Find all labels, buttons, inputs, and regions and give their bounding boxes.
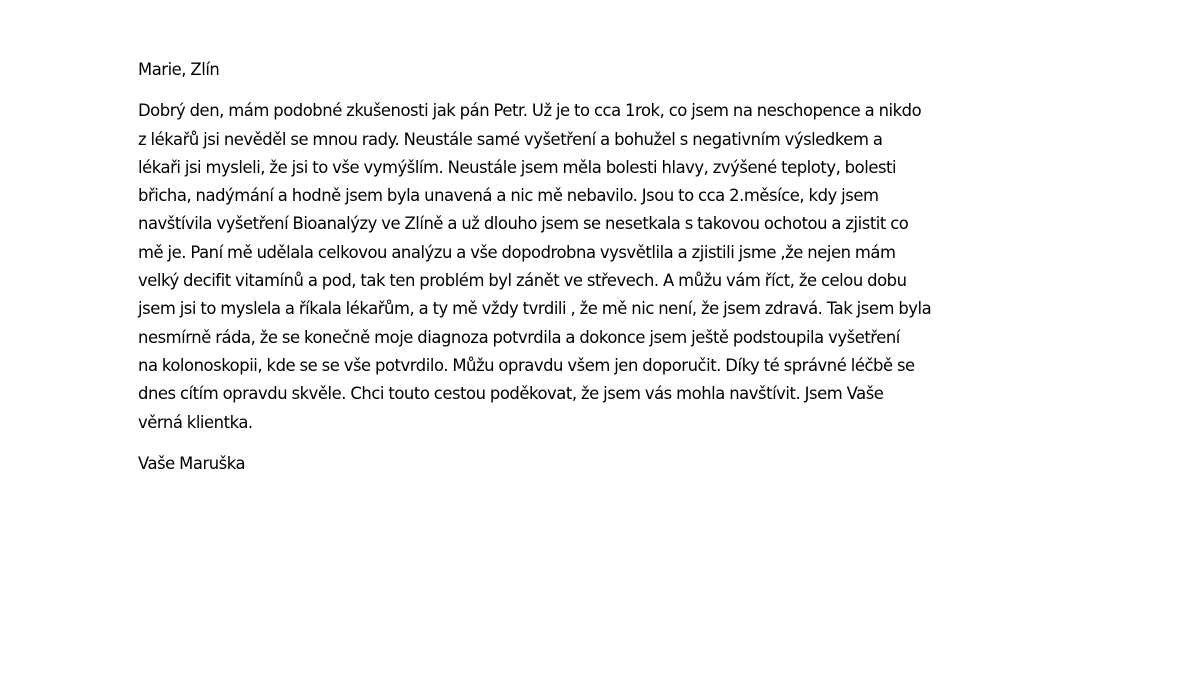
body-line: jsem jsi to myslela a říkala lékařům, a ty mě vždy tvrdili , že mě nic není, že jsem zdravá. Tak jsem byla: [138, 299, 932, 319]
body-line: dnes cítím opravdu skvěle. Chci touto cestou poděkovat, že jsem vás mohla navštívit. Jsem Vaše: [138, 384, 884, 404]
body-line: věrná klientka.: [138, 412, 253, 432]
body-line: nesmírně ráda, že se konečně moje diagnoza potvrdila a dokonce jsem ještě podstoupila vyšetření: [138, 327, 900, 347]
signature: Vaše Maruška: [138, 453, 246, 473]
body-line: na kolonoskopii, kde se se vše potvrdilo. Můžu opravdu všem jen doporučit. Díky té správné léčbě se: [138, 355, 915, 375]
body-line: velký decifit vitamínů a pod, tak ten problém byl zánět ve střevech. A můžu vám říct, že celou dobu: [138, 271, 907, 291]
body-paragraph: [138, 97, 1058, 437]
body-line: navštívila vyšetření Bioanalýzy ve Zlíně a už dlouho jsem se nesetkala s takovou ochotou a zjistit co: [138, 214, 909, 234]
body-line: lékaři jsi mysleli, že jsi to vše vymýšlím. Neustále jsem měla bolesti hlavy, zvýšené teploty, bolesti: [138, 157, 897, 177]
body-line: mě je. Paní mě udělala celkovou analýzu a vše dopodrobna vysvětlila a zjistili jsme ,že nejen mám: [138, 242, 896, 262]
body-line: břicha, nadýmání a hodně jsem byla unavená a nic mě nebavilo. Jsou to cca 2.měsíce, kdy jsem: [138, 186, 879, 206]
salutation: Marie, Zlín: [138, 60, 220, 79]
body-line: Dobrý den, mám podobné zkušenosti jak pán Petr. Už je to cca 1rok, co jsem na neschopence a nikdo: [138, 101, 922, 121]
body-line: z lékařů jsi nevěděl se mnou rady. Neustále samé vyšetření a bohužel s negativním výsledkem a: [138, 129, 883, 149]
document-page: [138, 56, 1058, 478]
